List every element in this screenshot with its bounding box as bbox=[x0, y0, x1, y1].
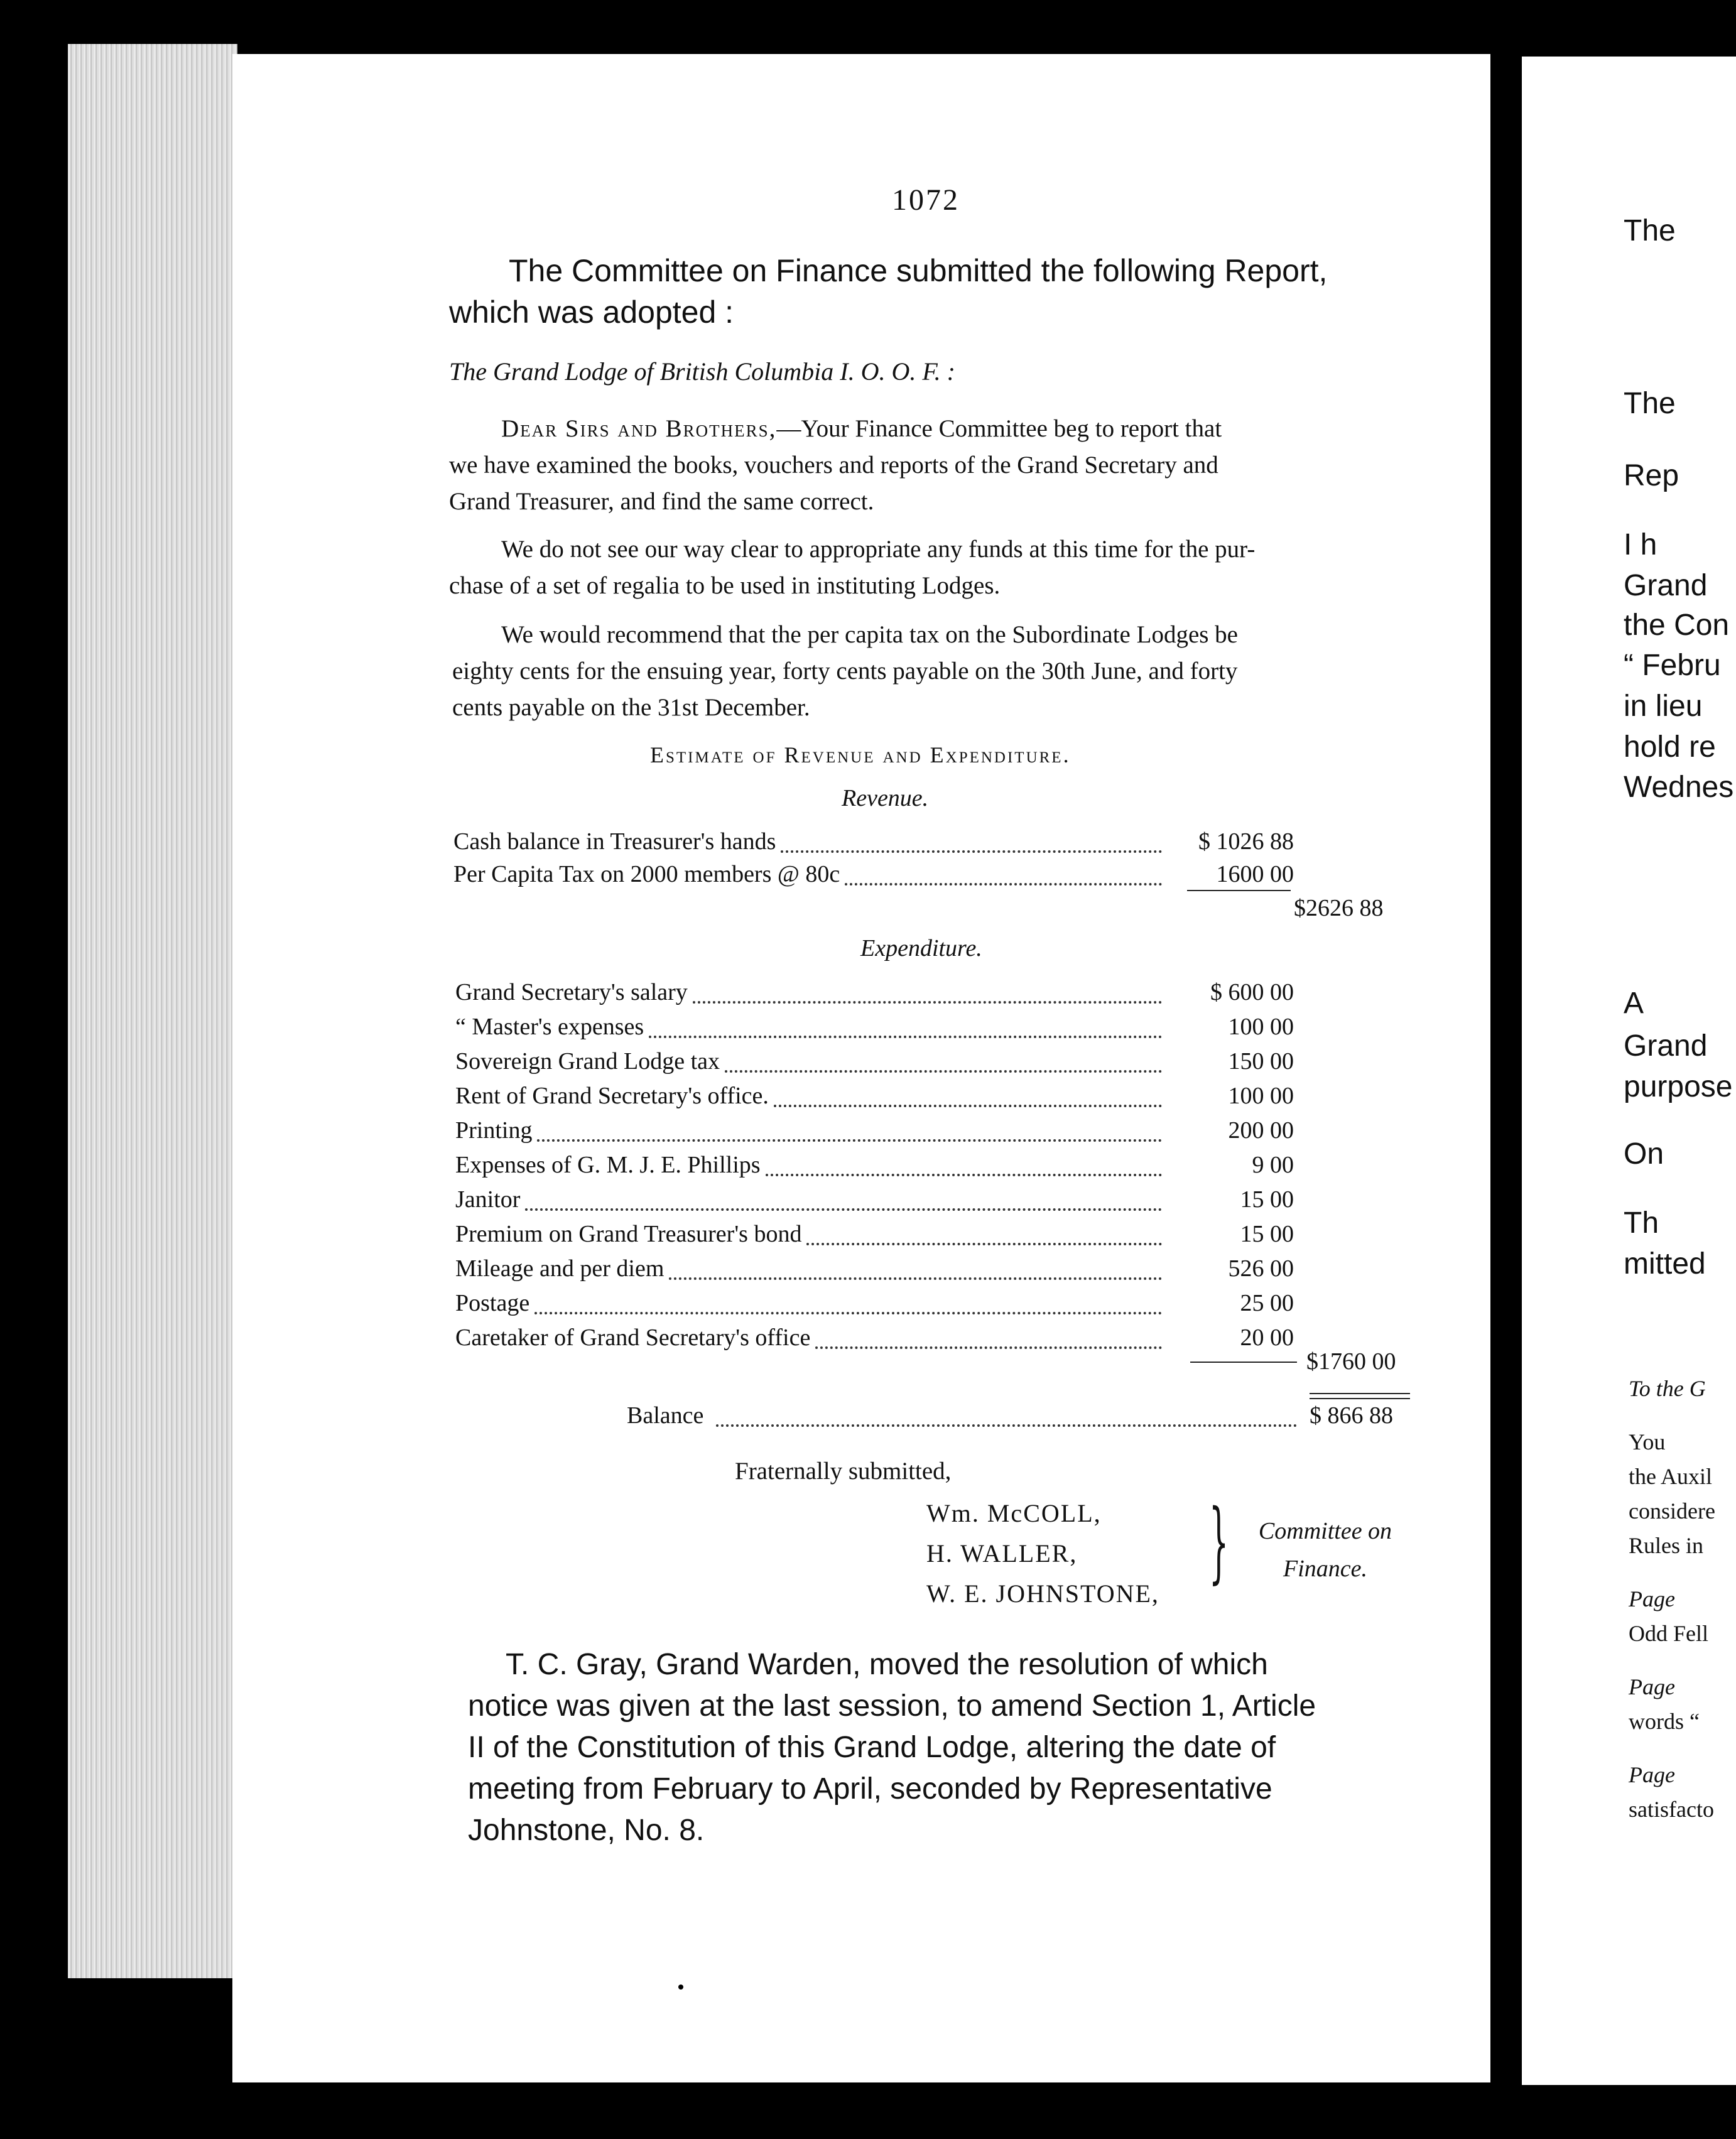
expenditure-leader bbox=[806, 1235, 1162, 1247]
paragraph-3-line-3: cents payable on the 31st December. bbox=[452, 694, 810, 721]
right-page-fragment: purpose bbox=[1624, 1070, 1733, 1103]
right-page-fragment: Grand bbox=[1624, 1029, 1708, 1063]
paragraph-1-line-2: we have examined the books, vouchers and reports of the Grand Secretary and bbox=[449, 452, 1218, 479]
revenue-amount: $ 1026 88 bbox=[1198, 828, 1294, 855]
motion-line-5: Johnstone, No. 8. bbox=[468, 1814, 705, 1847]
expenditure-amount: 15 00 bbox=[1240, 1221, 1294, 1247]
estimate-heading: Estimate of Revenue and Expenditure. bbox=[650, 742, 1071, 767]
right-page-fragment: I h bbox=[1624, 528, 1657, 561]
expenditure-amount: 15 00 bbox=[1240, 1186, 1294, 1213]
dear-sirs-opening: Dear Sirs and Brothers, bbox=[501, 415, 777, 442]
ink-speck bbox=[678, 1985, 683, 1990]
revenue-leader bbox=[781, 843, 1162, 854]
revenue-label: Per Capita Tax on 2000 members @ 80c bbox=[453, 861, 840, 887]
signatory-waller: H. WALLER, bbox=[926, 1539, 1078, 1568]
right-page-fragment: The bbox=[1624, 387, 1676, 420]
expenditure-amount: 25 00 bbox=[1240, 1290, 1294, 1316]
expenditure-label: Postage bbox=[455, 1290, 530, 1316]
motion-line-3: II of the Constitution of this Grand Lodge, altering the date of bbox=[468, 1731, 1276, 1764]
expenditure-label: Caretaker of Grand Secretary's office bbox=[455, 1324, 811, 1351]
revenue-amount: 1600 00 bbox=[1216, 861, 1294, 887]
expenditure-subtotal-rule bbox=[1190, 1362, 1297, 1363]
expenditure-leader bbox=[537, 1132, 1162, 1143]
paragraph-3-line-1: We would recommend that the per capita tax on the Subordinate Lodges be bbox=[501, 621, 1238, 648]
revenue-leader bbox=[845, 875, 1162, 887]
expenditure-leader bbox=[534, 1304, 1162, 1316]
motion-line-1: T. C. Gray, Grand Warden, moved the resolution of which bbox=[506, 1648, 1268, 1681]
expenditure-label: Printing bbox=[455, 1117, 533, 1144]
right-page-fragment-small: considere bbox=[1629, 1498, 1715, 1524]
paragraph-1-line-1: Dear Sirs and Brothers,—Your Finance Committee beg to report that bbox=[501, 415, 1222, 442]
right-page-fragment-small: words “ bbox=[1629, 1709, 1700, 1734]
right-page-fragment: the Con bbox=[1624, 609, 1730, 642]
report-intro-line-1: The Committee on Finance submitted the following Report, bbox=[509, 253, 1328, 288]
committee-label-line-1: Committee on bbox=[1258, 1518, 1392, 1544]
expenditure-label: Premium on Grand Treasurer's bond bbox=[455, 1221, 802, 1247]
right-page-fragment: Th bbox=[1624, 1206, 1659, 1240]
expenditure-amount: 526 00 bbox=[1228, 1255, 1294, 1282]
motion-line-2: notice was given at the last session, to amend Section 1, Article bbox=[468, 1689, 1316, 1723]
balance-amount: $ 866 88 bbox=[1310, 1402, 1393, 1429]
balance-rule-1 bbox=[1310, 1393, 1410, 1394]
paragraph-3-line-2: eighty cents for the ensuing year, forty cents payable on the 30th June, and forty bbox=[452, 658, 1238, 685]
expenditure-label: Rent of Grand Secretary's office. bbox=[455, 1083, 769, 1109]
expenditure-leader bbox=[766, 1166, 1162, 1178]
expenditure-label: Sovereign Grand Lodge tax bbox=[455, 1048, 720, 1075]
revenue-total: $2626 88 bbox=[1294, 895, 1384, 921]
right-page-fragment: Rep bbox=[1624, 459, 1679, 492]
expenditure-leader bbox=[525, 1201, 1162, 1212]
expenditure-label: Expenses of G. M. J. E. Phillips bbox=[455, 1152, 761, 1178]
right-page-fragment-small: Page bbox=[1629, 1762, 1675, 1787]
right-page-fragment: Wednes bbox=[1624, 771, 1734, 804]
expenditure-label: Grand Secretary's salary bbox=[455, 979, 688, 1005]
right-page-fragment-small: satisfacto bbox=[1629, 1797, 1714, 1822]
right-page-fragment-small: Page bbox=[1629, 1674, 1675, 1699]
right-page-fragment: mitted bbox=[1624, 1247, 1706, 1281]
right-page-fragment-small: Rules in bbox=[1629, 1533, 1704, 1558]
expenditure-leader bbox=[669, 1270, 1162, 1281]
right-page-fragment: A bbox=[1624, 987, 1644, 1020]
expenditure-amount: 20 00 bbox=[1240, 1324, 1294, 1351]
expenditure-leader bbox=[774, 1097, 1162, 1108]
revenue-heading: Revenue. bbox=[842, 785, 929, 811]
motion-line-4: meeting from February to April, seconded by Representative bbox=[468, 1772, 1272, 1806]
expenditure-label: “ Master's expenses bbox=[455, 1014, 644, 1040]
right-page-fragment: The bbox=[1624, 214, 1676, 247]
right-page-fragment: Grand bbox=[1624, 569, 1708, 602]
committee-brace: } bbox=[1209, 1491, 1229, 1593]
revenue-subtotal-rule bbox=[1187, 890, 1291, 891]
right-page-fragment-small: You bbox=[1629, 1429, 1666, 1454]
balance-label: Balance bbox=[627, 1402, 704, 1429]
expenditure-leader bbox=[693, 994, 1162, 1005]
balance-leader bbox=[716, 1417, 1297, 1428]
expenditure-total: $1760 00 bbox=[1306, 1348, 1396, 1375]
right-page-fragment: hold re bbox=[1624, 730, 1716, 764]
salutation: The Grand Lodge of British Columbia I. O. O. F. : bbox=[449, 357, 955, 386]
right-page-fragment-small: the Auxil bbox=[1629, 1464, 1712, 1489]
expenditure-heading: Expenditure. bbox=[860, 935, 982, 961]
expenditure-amount: 9 00 bbox=[1252, 1152, 1294, 1178]
right-page-fragment: in lieu bbox=[1624, 690, 1703, 723]
report-intro-line-2: which was adopted : bbox=[449, 295, 734, 330]
paragraph-1-line-3: Grand Treasurer, and find the same correct. bbox=[449, 488, 874, 515]
expenditure-leader bbox=[815, 1339, 1162, 1350]
expenditure-amount: 200 00 bbox=[1228, 1117, 1294, 1144]
expenditure-label: Mileage and per diem bbox=[455, 1255, 665, 1282]
paragraph-2-line-1: We do not see our way clear to appropriate any funds at this time for the pur- bbox=[501, 536, 1256, 563]
page-number: 1072 bbox=[892, 183, 960, 217]
right-page bbox=[1522, 57, 1736, 2085]
right-page-fragment-small: Odd Fell bbox=[1629, 1621, 1709, 1646]
right-page-fragment: “ Febru bbox=[1624, 649, 1721, 682]
expenditure-amount: 100 00 bbox=[1228, 1083, 1294, 1109]
book-page-edges bbox=[68, 44, 237, 1978]
revenue-label: Cash balance in Treasurer's hands bbox=[453, 828, 776, 855]
right-page-fragment-small: Page bbox=[1629, 1586, 1675, 1611]
expenditure-amount: 100 00 bbox=[1228, 1014, 1294, 1040]
paragraph-2-line-2: chase of a set of regalia to be used in instituting Lodges. bbox=[449, 572, 1001, 599]
expenditure-label: Janitor bbox=[455, 1186, 521, 1213]
balance-rule-2 bbox=[1310, 1398, 1410, 1399]
committee-label-line-2: Finance. bbox=[1283, 1556, 1367, 1582]
closing-line: Fraternally submitted, bbox=[735, 1458, 952, 1485]
expenditure-leader bbox=[725, 1063, 1162, 1074]
expenditure-amount: $ 600 00 bbox=[1210, 979, 1294, 1005]
expenditure-amount: 150 00 bbox=[1228, 1048, 1294, 1075]
right-page-fragment-small: To the G bbox=[1629, 1376, 1706, 1401]
expenditure-leader bbox=[649, 1028, 1162, 1039]
right-page-fragment: On bbox=[1624, 1137, 1664, 1171]
left-page bbox=[232, 54, 1490, 2082]
signatory-johnstone: W. E. JOHNSTONE, bbox=[926, 1579, 1159, 1608]
signatory-mccoll: Wm. McCOLL, bbox=[926, 1499, 1102, 1527]
